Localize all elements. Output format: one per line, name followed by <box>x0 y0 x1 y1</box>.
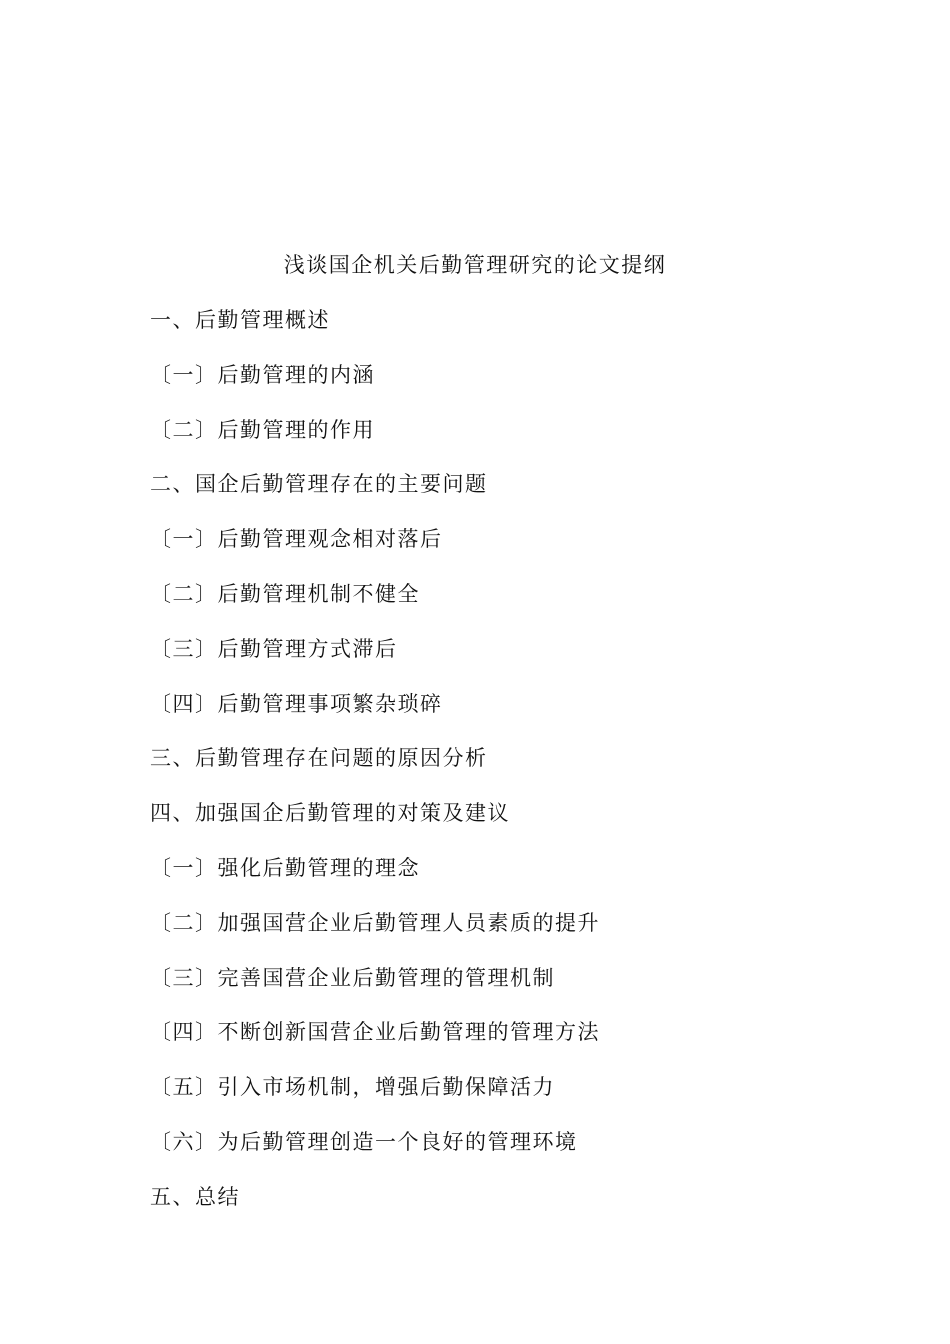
outline-subitem: 〔三〕后勤管理方式滞后 <box>150 636 398 661</box>
outline-subitem: 〔二〕加强国营企业后勤管理人员素质的提升 <box>150 910 600 935</box>
outline-subitem: 〔一〕后勤管理的内涵 <box>150 362 375 387</box>
outline-subitem: 〔六〕为后勤管理创造一个良好的管理环境 <box>150 1129 578 1154</box>
outline-list <box>150 305 870 1237</box>
outline-heading-3: 三、后勤管理存在问题的原因分析 <box>150 746 488 771</box>
outline-subitem: 〔四〕不断创新国营企业后勤管理的管理方法 <box>150 1020 600 1045</box>
outline-heading-4: 四、加强国企后勤管理的对策及建议 <box>150 801 510 826</box>
outline-heading-2: 二、国企后勤管理存在的主要问题 <box>150 472 488 497</box>
outline-subitem: 〔二〕后勤管理机制不健全 <box>150 581 420 606</box>
outline-heading-1: 一、后勤管理概述 <box>150 308 330 332</box>
outline-subitem: 〔三〕完善国营企业后勤管理的管理机制 <box>150 965 555 990</box>
outline-subitem: 〔四〕后勤管理事项繁杂琐碎 <box>150 691 443 716</box>
outline-subitem: 〔一〕后勤管理观念相对落后 <box>150 527 443 552</box>
outline-heading-5: 五、总结 <box>150 1184 240 1209</box>
outline-subitem: 〔一〕强化后勤管理的理念 <box>150 855 420 880</box>
document-title: 浅谈国企机关后勤管理研究的论文提纲 <box>283 253 667 277</box>
outline-subitem: 〔五〕引入市场机制，增强后勤保障活力 <box>150 1075 555 1100</box>
outline-subitem: 〔二〕后勤管理的作用 <box>150 417 375 442</box>
